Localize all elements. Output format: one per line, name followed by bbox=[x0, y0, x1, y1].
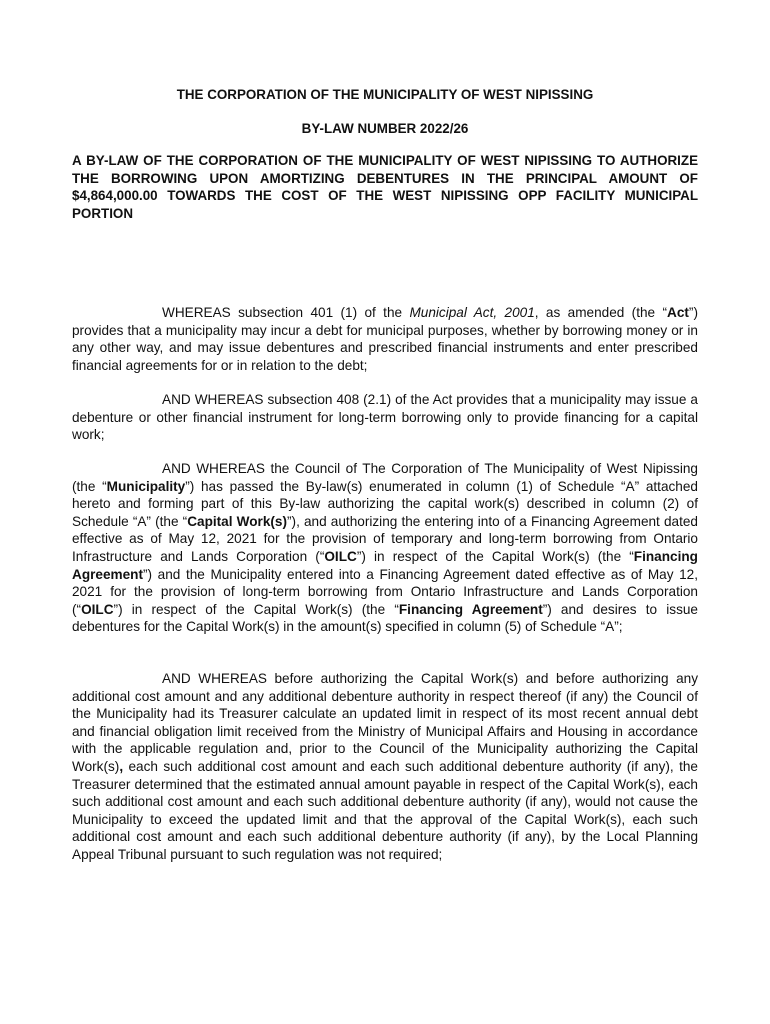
paragraph-whereas-401 bbox=[72, 304, 698, 374]
text-run: ”) and the Municipality entered into a Financing Agreement dated effective as of May 12, 2021 for the provision of long-term borrowing from Ontario Infrastructure and Lands Corporation (“ bbox=[72, 566, 698, 617]
text-run: ”) has passed the By-law(s) enumerated in column (1) of Schedule “A” attached hereto and forming part of this By-law authorizing the capital work(s) described in column (2) of Schedule “A” (the “ bbox=[72, 478, 698, 529]
bylaw-number-heading: BY-LAW NUMBER 2022/26 bbox=[301, 121, 469, 136]
text-run: AND WHEREAS subsection 408 (2.1) of the Act provides that a municipality may issue a debenture or other financial instrument for long-term borrowing only to provide financing for a capital work; bbox=[72, 392, 698, 443]
text-run: ”), and authorizing the entering into of a Financing Agreement dated effective as of May 12, 2021 for the provision of temporary and long-term borrowing from Ontario Infrastructure and Lands Corporation (“ bbox=[72, 513, 698, 564]
defined-term-oilc: OILC bbox=[324, 548, 357, 564]
act-name-italic: Municipal Act, 2001 bbox=[409, 305, 535, 320]
corporation-heading: THE CORPORATION OF THE MUNICIPALITY OF WEST NIPISSING bbox=[176, 87, 594, 102]
defined-term-act: Act bbox=[667, 305, 689, 320]
text-run: each such additional cost amount and each such additional debenture authority (if any), the Treasurer determined that the estimated annual amount payable in respect of the Capital Work(s), each such additional cost amount and each such additional debenture authority (if any), would not cause the Municipality to exceed the updated limit and that the approval of the Capital Work(s), each such additional cost amount and each such additional debenture authority (if any), by the Local Planning Appeal Tribunal pursuant to such regulation was not required; bbox=[72, 758, 698, 862]
defined-term-financing-agreement: Financing Agreement bbox=[398, 601, 543, 617]
bylaw-title: A BY-LAW OF THE CORPORATION OF THE MUNICIPALITY OF WEST NIPISSING TO AUTHORIZE THE BORROWING UPON AMORTIZING DEBENTURES IN THE PRINCIPAL AMOUNT OF $4,864,000.00 TOWARDS THE COST OF THE WEST NIPISSING OPP FACILITY MUNICIPAL PORTION bbox=[72, 153, 698, 221]
text-run: AND WHEREAS before authorizing the Capital Work(s) and before authorizing any additional cost amount and any additional debenture authority in respect thereof (if any) the Council of the Municipality had its Treasurer calculate an updated limit in respect of its most recent annual debt and financial obligation limit received from the Ministry of Municipal Affairs and Housing in accordance with the applicable regulation and, prior to the Council of the Municipality authorizing the Capital Work(s) bbox=[72, 671, 698, 774]
paragraph-whereas-treasurer bbox=[72, 670, 698, 864]
paragraph-whereas-408 bbox=[72, 391, 698, 444]
text-run: ”) in respect of the Capital Work(s) (the “ bbox=[356, 548, 634, 564]
text-run: ”) and desires to issue debentures for the Capital Work(s) in the amount(s) specified in column (5) of Schedule “A”; bbox=[72, 601, 698, 635]
text-run: AND WHEREAS the Council of The Corporation of The Municipality of West Nipissing (the “ bbox=[72, 461, 698, 494]
defined-term-capital-works: Capital Work(s) bbox=[187, 513, 288, 529]
defined-term-municipality: Municipality bbox=[106, 478, 186, 494]
paragraph-whereas-council bbox=[72, 460, 698, 636]
defined-term-oilc: OILC bbox=[81, 601, 114, 617]
text-run: WHEREAS subsection 401 (1) of the bbox=[162, 305, 410, 320]
text-run: ”) provides that a municipality may incur a debt for municipal purposes, whether by borrowing money or in any other way, and may issue debentures and prescribed financial instruments and enter prescribed financial agreements for or in relation to the debt; bbox=[72, 305, 698, 373]
bold-comma: , bbox=[119, 758, 124, 774]
defined-term-financing-agreement: Financing Agreement bbox=[72, 548, 698, 582]
text-run: ”) in respect of the Capital Work(s) (the “ bbox=[113, 601, 399, 617]
text-run: , as amended (the “ bbox=[534, 305, 668, 320]
